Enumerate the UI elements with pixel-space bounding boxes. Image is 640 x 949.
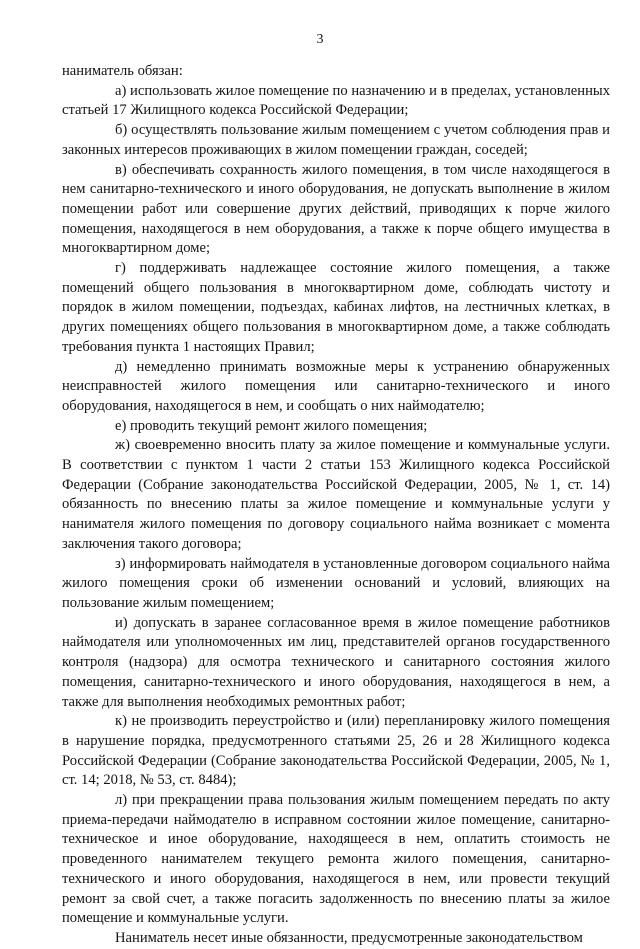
paragraph-item-l: л) при прекращении права пользования жилым помещением передать по акту приема-передачи наймодателю в исправном состоянии жилое помещение, санитарно-техническое и иное оборудование, находящееся в нем, оплатить стоимость не проведенного нанимателем текущего ремонта жилого помещения, санитарно-технического и иного оборудования, находящегося в нем, или провести текущий ремонт за свой счет, а также погасить задолженность по внесению платы за жилое помещение и коммунальные услуги. (62, 792, 610, 927)
page-number: 3 (316, 32, 324, 47)
document-body (62, 62, 610, 949)
paragraph-intro: наниматель обязан: (62, 63, 183, 79)
paragraph-item-k: к) не производить переустройство и (или) перепланировку жилого помещения в нарушение порядка, предусмотренного статьями 25, 26 и 28 Жилищного кодекса Российской Федерации (Собрание законодательства Российской Федерации, 2005, № 1, ст. 14; 2018, № 53, ст. 8484); (62, 713, 610, 789)
paragraph-item-z: з) информировать наймодателя в установленные договором социального найма жилого помещения сроки об изменении оснований и условий, влияющих на пользование жилым помещением; (62, 555, 610, 611)
paragraph-item-i: и) допускать в заранее согласованное время в жилое помещение работников наймодателя или уполномоченных им лиц, представителей органов государственного контроля (надзора) для осмотра технического и санитарного состояния жилого помещения, санитарно-технического и иного оборудования, находящегося в нем, а также для выполнения необходимых ремонтных работ; (62, 614, 610, 710)
paragraph-item-a: а) использовать жилое помещение по назначению и в пределах, установленных статьей 17 Жилищного кодекса Российской Федерации; (62, 82, 610, 119)
paragraph-item-zh: ж) своевременно вносить плату за жилое помещение и коммунальные услуги. В соответствии с пунктом 1 части 2 статьи 153 Жилищного кодекса Российской Федерации (Собрание законодательства Российской Федерации, 2005, № 1, ст. 14) обязанность по внесению платы за жилое помещение и коммунальные услуги у нанимателя жилого помещения по договору социального найма возникает с момента заключения такого договора; (62, 437, 610, 552)
paragraph-item-b: б) осуществлять пользование жилым помещением с учетом соблюдения прав и законных интересов проживающих в жилом помещении граждан, соседей; (62, 122, 610, 158)
paragraph-item-d: д) немедленно принимать возможные меры к устранению обнаруженных неисправностей жилого помещения или санитарно-технического и иного оборудования, находящегося в нем, и сообщать о них наймодателю; (62, 358, 610, 414)
paragraph-item-g: г) поддерживать надлежащее состояние жилого помещения, а также помещений общего пользования в многоквартирном доме, соблюдать чистоту и порядок в жилом помещении, подъездах, кабинах лифтов, на лестничных клетках, в других помещениях общего пользования в многоквартирном доме, а также соблюдать требования пункта 1 настоящих Правил; (62, 260, 610, 355)
paragraph-item-e: е) проводить текущий ремонт жилого помещения; (115, 417, 428, 434)
paragraph-closing: Наниматель несет иные обязанности, предусмотренные законодательством (115, 929, 583, 946)
paragraph-item-v: в) обеспечивать сохранность жилого помещения, в том числе находящегося в нем санитарно-технического и иного оборудования, не допускать выполнение в жилом помещении работ или совершение других действий, приводящих к порче жилого помещения, находящегося в нем оборудования, а также к порче общего имущества в многоквартирном доме; (62, 161, 610, 257)
